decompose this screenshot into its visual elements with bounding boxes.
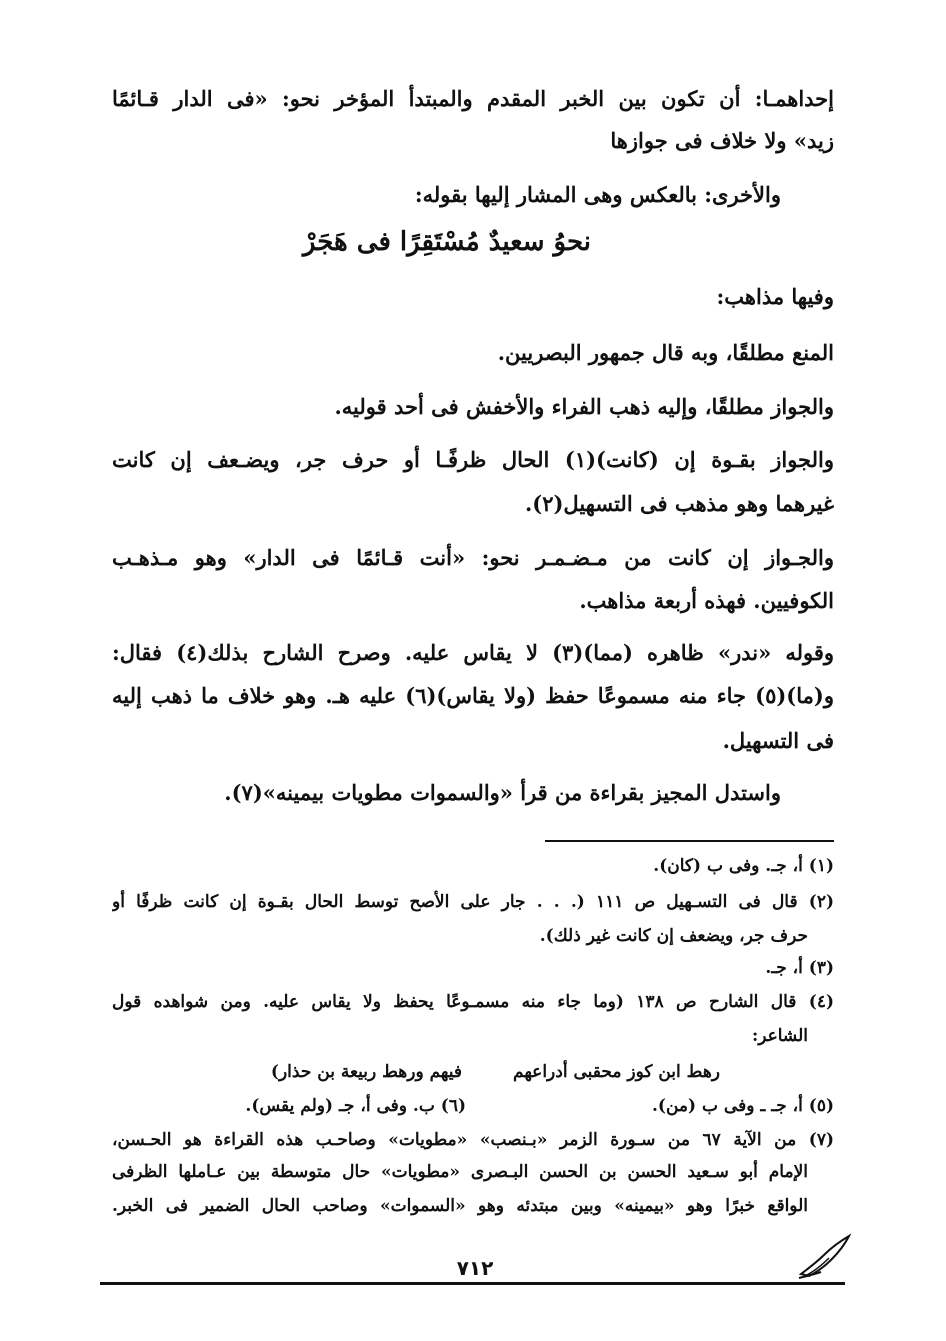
footnote-5: (٥) أ، جـ ـ وفى ب (من). [652,1096,834,1116]
footnote-7-line-1: (٧) من الآية ٦٧ من سـورة الزمر «بـنصب» «مطويات» وصاحـب هذه القراءة هو الحـسن، [112,1130,834,1150]
footnote-3: (٣) أ، جـ. [765,958,834,978]
footnote-4-line-1: (٤) قال الشارح ص ١٣٨ (وما جاء منه مسمـوعًا يحفظ ولا يقاس عليه. ومن شواهده قول [112,992,834,1012]
body-line-5: وفيها مذاهب: [716,284,834,309]
footnote-2-line-2: حرف جر، ويضعف إن كانت غير ذلك). [539,926,808,946]
body-line-10: والجـواز إن كانت من مـضـمـر نحو: «أنت قـائمًا فى الدار» وهو مـذهـب [112,545,834,570]
body-line-13: و(ما)(٥) جاء منه مسموعًا حفظ (ولا يقاس)(٦) عليه هـ. وهو خلاف ما ذهب إليه [112,683,834,708]
body-line-11: الكوفيين. فهذه أربعة مذاهب. [579,588,834,613]
footnote-verse-first-hemistich: رهط ابن كوز محقبى أدراعهم [513,1062,720,1082]
quill-ornament-icon [795,1232,855,1282]
footnote-1: (١) أ، جـ. وفى ب (كان). [653,856,834,876]
body-line-8: والجواز بقـوة إن (كانت)(١) الحال ظرفًـا أو حرف جر، ويضـعف إن كانت [112,447,834,472]
body-line-3: والأخرى: بالعكس وهى المشار إليها بقوله: [414,182,781,207]
footnote-2-line-1: (٢) قال فى التسـهيل ص ١١١ (. . . جار على الأصح توسط الحال بقـوة إن كانت ظرفًا أو [112,892,834,912]
body-line-1: إحداهمـا: أن تكون بين الخبر المقدم والمبتدأ المؤخر نحو: «فى الدار قـائمًا [112,86,834,111]
footnote-7-line-3: الواقع خبرًا وهو «بيمينه» وبين مبتدئه وهو «السموات» وصاحب الحال الضمير فى الخبر. [112,1196,808,1216]
footnote-7-line-2: الإمام أبو سـعيد الحسن بن الحسن البـصرى «مطويات» حال متوسطة بين عـاملها الظرفى [112,1162,808,1182]
body-line-7: والجواز مطلقًا، وإليه ذهب الفراء والأخفش فى أحد قوليه. [334,394,834,419]
body-line-14: فى التسهيل. [722,728,834,753]
footnote-separator [545,840,834,842]
body-line-2: زيد» ولا خلاف فى جوازها [610,128,834,153]
verse-hemistich: نحوُ سعيدٌ مُسْتَقِرًا فى هَجَرْ [302,227,591,257]
body-line-6: المنع مطلقًا، وبه قال جمهور البصريين. [497,340,834,365]
body-line-9: غيرهما وهو مذهب فى التسهيل(٢). [524,491,834,516]
page-number: ٧١٢ [456,1256,494,1280]
bottom-rule [100,1282,845,1285]
footnote-4-line-2: الشاعر: [751,1026,808,1046]
footnote-verse-second-hemistich: فيهم ورهط ربيعة بن حذار) [270,1062,462,1082]
footnote-6: (٦) ب. وفى أ، جـ (ولم يقس). [245,1096,466,1116]
body-line-12: وقوله «ندر» ظاهره (مما)(٣) لا يقاس عليه. وصرح الشارح بذلك(٤) فقال: [112,640,834,665]
body-line-15: واستدل المجيز بقراءة من قرأ «والسموات مطويات بيمينه»(٧). [224,780,781,805]
